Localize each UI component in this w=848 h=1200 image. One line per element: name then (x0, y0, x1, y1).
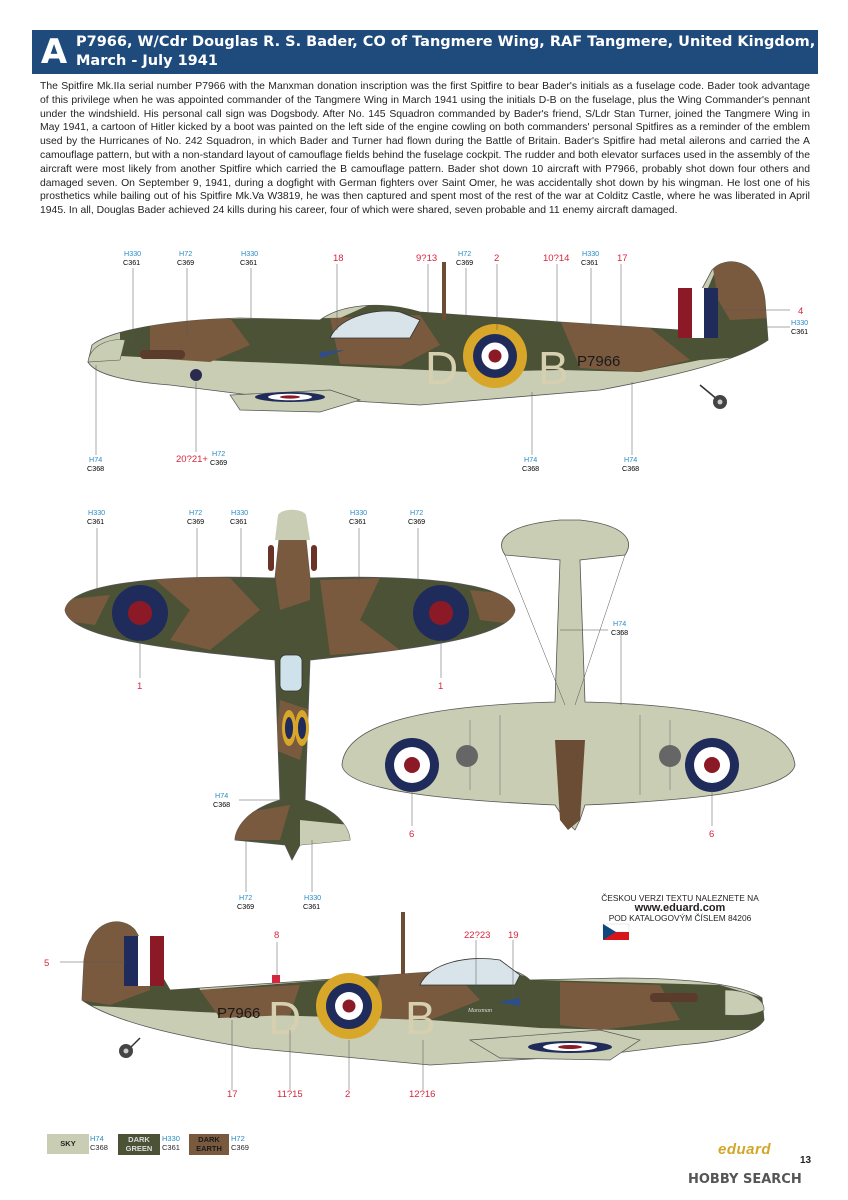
code-pair-dark-earth (237, 893, 254, 911)
code-pair-dark-green (240, 249, 258, 267)
code-letter-b: B (538, 342, 569, 394)
legend-dark-earth-swatch: DARK EARTH (189, 1134, 229, 1155)
profile-letter: A (40, 32, 68, 72)
antenna-mast-right (401, 912, 405, 974)
callout-17: 17 (617, 253, 628, 264)
eduard-logo: eduard (718, 1141, 772, 1158)
top-view (60, 510, 520, 860)
svg-text:C361: C361 (303, 902, 321, 911)
top-canopy (280, 655, 302, 691)
callout-6-left: 6 (409, 829, 415, 840)
svg-text:H74: H74 (613, 619, 627, 628)
legend-dark-green-codes: H330 C361 (162, 1134, 180, 1152)
callout-19: 19 (508, 930, 519, 941)
code-letter-d-right: D (268, 992, 302, 1044)
code-pair-sky (611, 619, 628, 637)
fin-flash-right (124, 936, 164, 986)
code-pair-dark-earth (408, 508, 425, 526)
svg-text:C361: C361 (240, 258, 258, 267)
code-pair-dark-green (123, 249, 141, 267)
svg-text:C368: C368 (213, 800, 231, 809)
svg-text:C361: C361 (791, 327, 809, 336)
code-pair-dark-earth (177, 249, 194, 267)
svg-text:C369: C369 (408, 517, 426, 526)
callout-18: 18 (333, 253, 344, 264)
code-pair-dark-green (303, 893, 321, 911)
svg-text:H72: H72 (212, 449, 226, 458)
czech-note-line3: POD KATALOGOVÝM ČÍSLEM 84206 (608, 913, 752, 923)
czech-note-line1: ČESKOU VERZI TEXTU NALEZNETE NA (601, 893, 759, 903)
svg-text:H74: H74 (624, 455, 638, 464)
code-pair-dark-green (581, 249, 599, 267)
svg-text:H72: H72 (179, 249, 193, 258)
callout-17-right: 17 (227, 1089, 238, 1100)
svg-text:C368: C368 (87, 464, 105, 473)
svg-text:H72: H72 (239, 893, 253, 902)
exhaust-stacks (140, 350, 185, 359)
svg-text:C369: C369 (456, 258, 474, 267)
page-number: 13 (800, 1155, 812, 1166)
svg-text:C361: C361 (230, 517, 248, 526)
svg-text:C369: C369 (237, 902, 255, 911)
code-pair-dark-green (87, 508, 105, 526)
code-pair-sky (622, 455, 639, 473)
svg-text:H72: H72 (410, 508, 424, 517)
left-side-view (88, 260, 770, 412)
svg-text:H330: H330 (88, 508, 106, 517)
aircraft-history-text: The Spitfire Mk.IIa serial number P7966 with the Manxman donation inscription was the first Spitfire to bear Bader's initials as a fuselage code. Bader took advantage of this privilege when he was appointed commander of the Tangmere Wing in March 1941 using the initials D-B on the fuselage, plus the Wing Commander's pennant under the windshield. His personal call sign was Dogsbody. After No. 145 Squadron commanded by Bader's friend, S/Ldr Stan Turner, joined the Tangmere Wing in May 1941, a cartoon of Hitler kicked by a boot was painted on the left side of the engine cowling on both commanders' personal Spitfires as a reminder of the emblem used by the Hurricanes of No. 242 Squadron, in which Bader and Turner had flown during the Battle of Britain. Bader's Spitfire had metal ailerons and carried the A camouflage pattern, but with a non-standard layout of camouflage fields behind the fuselage cockpit. The rudder and both elevator surfaces used in the assembly of the aircraft were most likely from another Spitfire which carried the B camouflage pattern. Bader shot down 10 aircraft with P7966, probably shot down four others and damaged seven. On September 9, 1941, during a dogfight with German fighters over Saint Omer, he was accidentally shot down by his wingman. He lost one of his prosthetics while bailing out of his Spitfire Mk.Va W3819, he was then captured and spent most of the rest of the war at Colditz Castle, where he was liberated in April 1945. In all, Douglas Bader achieved 24 kills during his career, four of which were shared, seven probable and 11 enemy aircraft damaged. (40, 81, 810, 217)
callout-6-right: 6 (709, 829, 715, 840)
bottom-view (342, 520, 795, 830)
svg-text:H330: H330 (304, 893, 322, 902)
exhaust-stacks-right (650, 993, 698, 1002)
serial-number-right: P7966 (217, 1005, 261, 1022)
callout-2-right: 2 (345, 1089, 351, 1100)
czech-flag-icon (603, 924, 629, 940)
callout-1-right: 1 (438, 681, 444, 692)
callout-8: 8 (274, 930, 280, 941)
svg-text:C369: C369 (210, 458, 228, 467)
code-pair-dark-green (349, 508, 367, 526)
code-pair-dark-earth (187, 508, 204, 526)
svg-text:C368: C368 (522, 464, 540, 473)
code-pair-dark-green (791, 318, 808, 336)
hobby-search-watermark: HOBBY SEARCH (688, 1172, 802, 1187)
profile-title-line1: P7966, W/Cdr Douglas R. S. Bader, CO of Tangmere Wing, RAF Tangmere, United Kingdom, (76, 34, 816, 50)
legend-sky-swatch: SKY (47, 1134, 89, 1154)
svg-text:H330: H330 (241, 249, 259, 258)
right-side-view (80, 912, 770, 1065)
czech-note-url[interactable]: www.eduard.com (634, 902, 726, 914)
callout-1-left: 1 (137, 681, 143, 692)
svg-text:C361: C361 (123, 258, 141, 267)
serial-number: P7966 (577, 353, 621, 370)
callout-11-15: 11?15 (277, 1089, 303, 1100)
manxman-inscription: Manxman (468, 1008, 492, 1014)
svg-text:H330: H330 (582, 249, 600, 258)
svg-text:C368: C368 (611, 628, 629, 637)
svg-text:H72: H72 (189, 508, 203, 517)
svg-text:H330: H330 (350, 508, 368, 517)
callout-4: 4 (798, 306, 804, 317)
svg-text:H72: H72 (458, 249, 472, 258)
svg-text:C361: C361 (349, 517, 367, 526)
profile-title-line2: March - July 1941 (76, 53, 218, 69)
callout-2: 2 (494, 253, 500, 264)
code-pair-sky (213, 791, 230, 809)
legend-dark-earth-codes: H72 C369 (231, 1134, 249, 1152)
svg-text:H330: H330 (791, 318, 809, 327)
svg-text:C361: C361 (87, 517, 105, 526)
svg-text:H74: H74 (524, 455, 538, 464)
callout-20-21: 20?21+ (176, 454, 208, 465)
svg-text:C368: C368 (622, 464, 640, 473)
fin-flash (678, 288, 718, 338)
callout-10-14: 10?14 (543, 253, 570, 264)
svg-text:C369: C369 (187, 517, 205, 526)
svg-text:H74: H74 (89, 455, 103, 464)
callout-22-23: 22?23 (464, 930, 491, 941)
svg-text:H74: H74 (215, 791, 229, 800)
code-pair-dark-green (230, 508, 248, 526)
code-pair-sky (522, 455, 539, 473)
callout-9-13: 9?13 (416, 253, 438, 264)
code-letter-b-right: B (405, 992, 436, 1044)
svg-text:H330: H330 (231, 508, 249, 517)
callout-12-16: 12?16 (409, 1089, 436, 1100)
svg-text:H330: H330 (124, 249, 142, 258)
legend-dark-green-swatch: DARK GREEN (118, 1134, 160, 1155)
svg-text:C361: C361 (581, 258, 599, 267)
code-pair-dark-earth (210, 449, 227, 467)
czech-version-note (600, 893, 760, 923)
callout-5: 5 (44, 958, 50, 969)
code-pair-dark-earth (456, 249, 473, 267)
legend-sky-codes: H74 C368 (90, 1134, 108, 1152)
canopy-right (420, 958, 520, 985)
code-pair-sky (87, 455, 104, 473)
code-letter-d: D (425, 342, 459, 394)
svg-text:C369: C369 (177, 258, 195, 267)
antenna-mast (442, 262, 446, 320)
